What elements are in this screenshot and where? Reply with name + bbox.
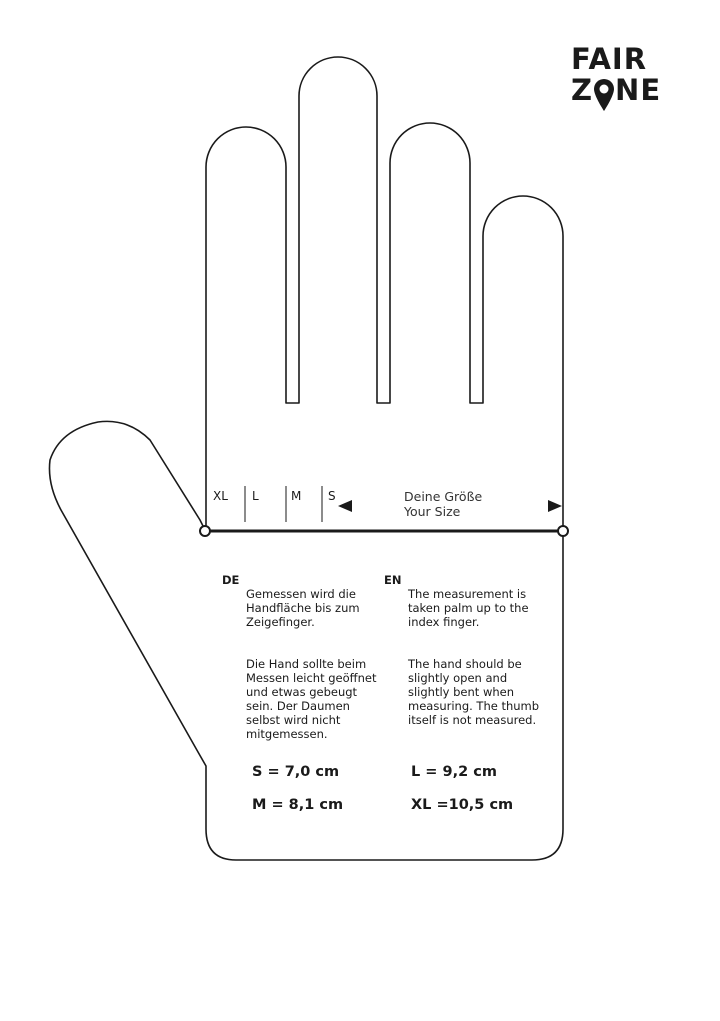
measurement-xl: XL =10,5 cm xyxy=(411,797,514,813)
fairzone-logo xyxy=(571,44,671,106)
instructions-en-text xyxy=(408,573,539,741)
measurement-m: M = 8,1 cm xyxy=(252,797,344,813)
arrow-left-icon xyxy=(338,500,352,512)
size-label-xl: XL xyxy=(213,489,228,503)
logo-line-1: FAIR xyxy=(571,42,648,76)
your-size-en: Your Size xyxy=(404,504,461,519)
lang-tag-en: EN xyxy=(384,573,402,587)
measurement-s: S = 7,0 cm xyxy=(252,764,340,780)
size-label-l: L xyxy=(252,489,259,503)
instructions-de-p2: Die Hand sollte beim Messen leicht geöffnet und etwas gebeugt sein. Der Daumen selbst wird nicht mitgemessen. xyxy=(246,657,377,741)
instructions-de xyxy=(222,573,387,741)
logo-letter: E xyxy=(640,73,662,107)
lang-tag-de: DE xyxy=(222,573,240,587)
instructions-de-p1: Gemessen wird die Handfläche bis zum Zeigefinger. xyxy=(246,587,360,629)
measurement-l: L = 9,2 cm xyxy=(411,764,497,780)
logo-letter: N xyxy=(615,73,641,107)
instructions-de-text xyxy=(246,573,376,755)
logo-pin-letter xyxy=(593,75,615,99)
instructions-en-p1: The measurement is taken palm up to the index finger. xyxy=(408,587,529,629)
logo-letter: Z xyxy=(571,73,594,107)
instructions-en-p2: The hand should be slightly open and slightly bent when measuring. The thumb itself is not measured. xyxy=(408,657,540,727)
your-size-label xyxy=(404,489,482,519)
arrow-right-icon xyxy=(548,500,562,512)
your-size-de: Deine Größe xyxy=(404,489,483,504)
size-label-m: M xyxy=(291,489,302,503)
location-pin-icon xyxy=(593,99,615,129)
measure-point-right xyxy=(558,526,568,536)
measure-point-left xyxy=(200,526,210,536)
size-label-s: S xyxy=(328,489,336,503)
logo-line-2 xyxy=(571,75,671,106)
instructions-en xyxy=(384,573,559,727)
